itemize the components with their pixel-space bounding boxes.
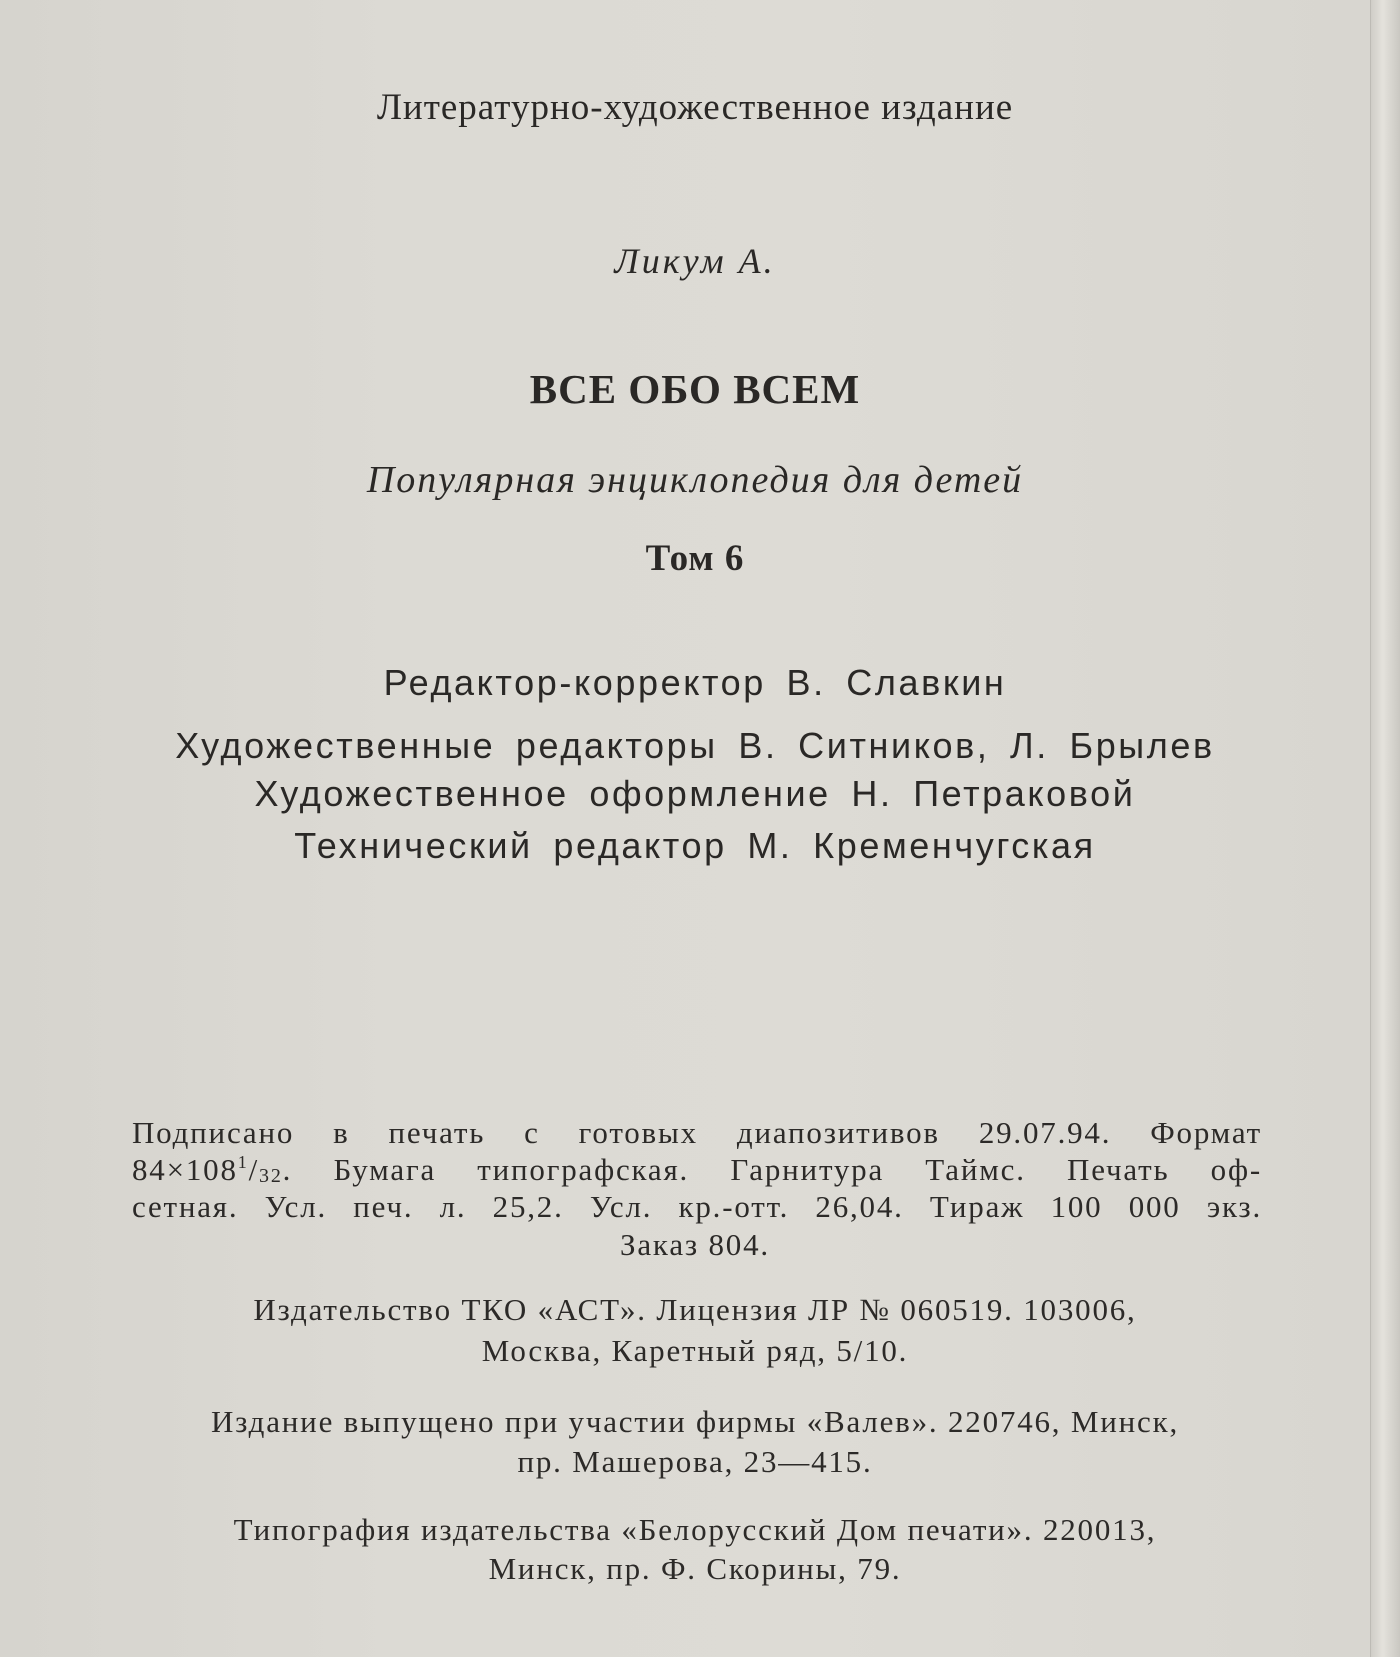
format-numerator: 1 bbox=[237, 1152, 249, 1172]
series-label: Литературно-художественное издание bbox=[376, 87, 1014, 128]
credit-design: Художественное оформление Н. Петраковой bbox=[254, 773, 1136, 814]
imprint-line-2-text: . Бумага типографская. Гарнитура Таймс. Печать оф- bbox=[282, 1152, 1262, 1187]
format-denominator: 32 bbox=[259, 1165, 283, 1187]
imprint-line-2: $84\times 108^1/_{32}$. Бумага типографская. Гарнитура Таймс. Печать оф- bbox=[132, 1152, 1262, 1187]
imprint-line-3: сетная. Усл. печ. л. 25,2. Усл. кр.-отт. 26,04. Тираж 100 000 экз. bbox=[132, 1189, 1262, 1224]
edition-line-2: пр. Машерова, 23—415. bbox=[517, 1444, 873, 1479]
edition-line-1: Издание выпущено при участии фирмы «Валев». 220746, Минск, bbox=[210, 1404, 1180, 1439]
book-title: ВСЕ ОБО ВСЕМ bbox=[529, 366, 861, 412]
author-name: Ликум А. bbox=[614, 241, 776, 281]
publisher-line-2: Москва, Каретный ряд, 5/10. bbox=[481, 1333, 909, 1368]
publisher-line-1: Издательство ТКО «АСТ». Лицензия ЛР № 060519. 103006, bbox=[253, 1292, 1137, 1327]
credit-editor-proofreader: Редактор-корректор В. Славкин bbox=[383, 662, 1007, 703]
imprint-line-1: Подписано в печать с готовых диапозитивов 29.07.94. Формат bbox=[132, 1115, 1262, 1150]
format-size: 84×108 bbox=[132, 1152, 238, 1187]
page-edge bbox=[1370, 0, 1400, 1657]
credit-technical-editor: Технический редактор М. Кременчугская bbox=[294, 825, 1096, 866]
volume-number: Том 6 bbox=[645, 538, 745, 579]
printer-line-1: Типография издательства «Белорусский Дом печати». 220013, bbox=[233, 1512, 1157, 1547]
credit-art-editors: Художественные редакторы В. Ситников, Л. Брылев bbox=[175, 725, 1215, 766]
printer-line-2: Минск, пр. Ф. Скорины, 79. bbox=[488, 1551, 902, 1586]
imprint-order: Заказ 804. bbox=[620, 1227, 770, 1262]
book-subtitle: Популярная энциклопедия для детей bbox=[366, 459, 1024, 501]
